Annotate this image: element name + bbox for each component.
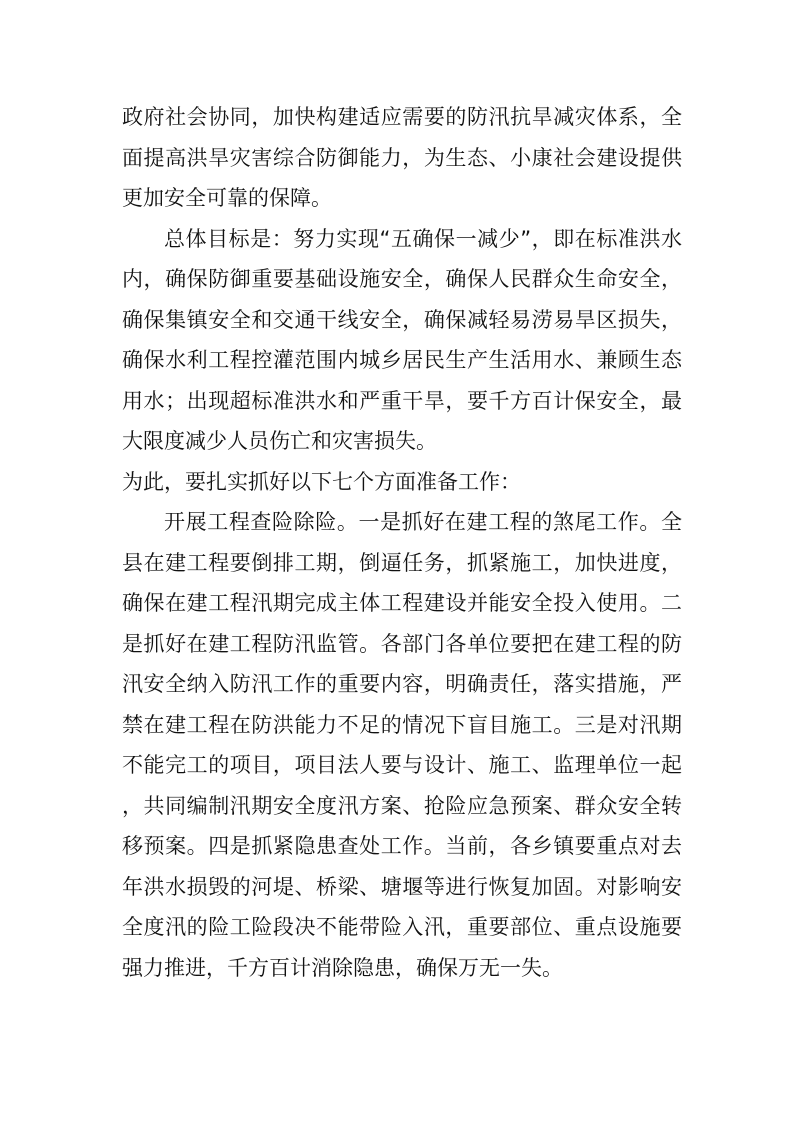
paragraph-engineering-inspection: 开展工程查险除险。一是抓好在建工程的煞尾工作。全县在建工程要倒排工期，倒逼任务，抓紧施工，加快进度，确保在建工程汛期完成主体工程建设并能安全投入使用。二是抓好在建工程防汛监管。各部门各单位要把在建工程的防汛安全纳入防汛工作的重要内容，明确责任，落实措施，严禁在建工程在防洪能力不足的情况下盲目施工。三是对汛期不能完工的项目，项目法人要与设计、施工、监理单位一起，共同编制汛期安全度汛方案、抢险应急预案、群众安全转移预案。四是抓紧隐患查处工作。当前，各乡镇要重点对去年洪水损毁的河堤、桥梁、塘堰等进行恢复加固。对影响安全度汛的险工险段决不能带险入汛，重要部位、重点设施要强力推进，千方百计消除隐患，确保万无一失。 bbox=[122, 510, 682, 980]
paragraph-overall-goal: 总体目标是：努力实现“五确保一减少”，即在标准洪水内，确保防御重要基础设施安全，确保人民群众生命安全，确保集镇安全和交通干线安全，确保减轻易涝易旱区损失，确保水利工程控灌范围内城乡居民生产生活用水、兼顾生态用水；出现超标准洪水和严重干旱，要千方百计保安全，最大限度减少人员伤亡和灾害损失。 bbox=[122, 226, 682, 453]
paragraph-governance: 政府社会协同，加快构建适应需要的防汛抗旱减灾体系，全面提高洪旱灾害综合防御能力，为生态、小康社会建设提供更加安全可靠的保障。 bbox=[122, 105, 682, 210]
paragraph-seven-aspects-intro: 为此，要扎实抓好以下七个方面准备工作： bbox=[122, 469, 521, 494]
document-body bbox=[122, 97, 682, 988]
